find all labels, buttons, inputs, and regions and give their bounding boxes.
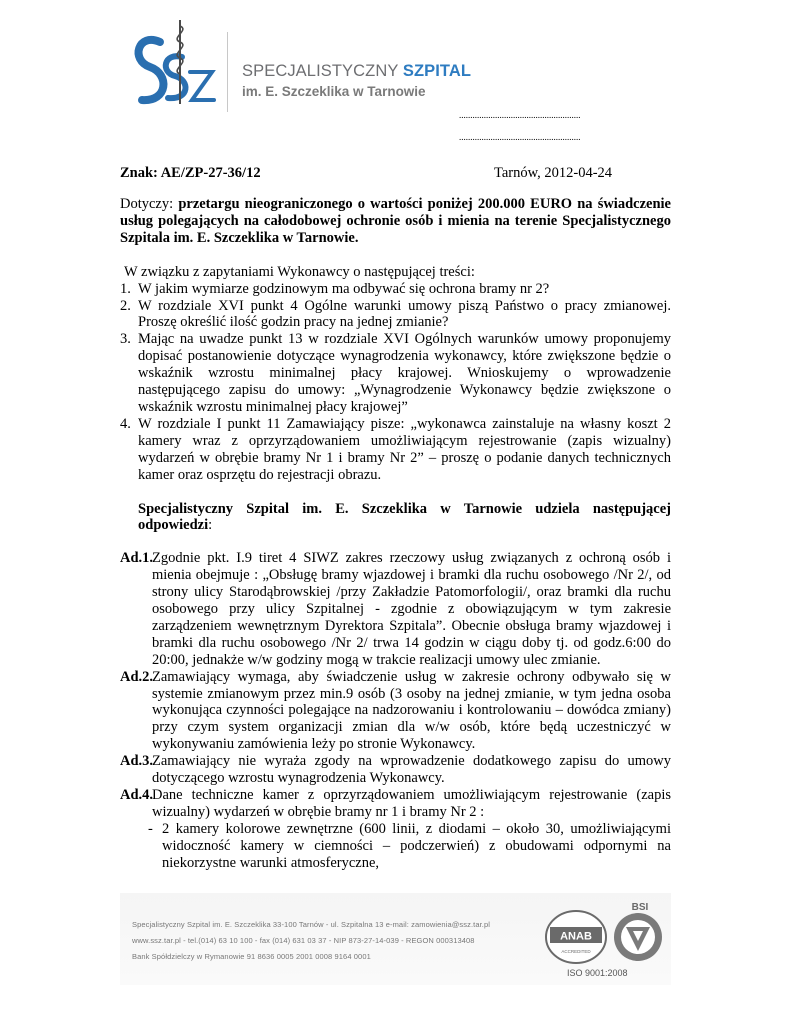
subject-paragraph <box>120 196 671 247</box>
header-divider <box>227 32 228 112</box>
answer-ad4: Ad.4. Dane techniczne kamer z oprzyrządowaniem umożliwiającym rejestrowanie (zapis wizualny) wydarzeń w obrębie bramy nr 1 i bramy Nr 2 : <box>120 787 671 820</box>
document-reference: Znak: AE/ZP-27-36/12 <box>120 165 261 181</box>
svg-text:BSI: BSI <box>631 902 649 913</box>
iso-label: ISO 9001:2008 <box>567 968 628 978</box>
dotted-line: ...................................................... <box>459 110 581 120</box>
list-item: 2. W rozdziale XVI punkt 4 Ogólne warunki umowy piszą Państwo o pracy zmianowej. Proszę określić ilość godzin pracy na jednej zmianie? <box>120 297 671 331</box>
ad4-dash-item: - 2 kamery kolorowe zewnętrzne (600 linii, z diodami – około 30, umożliwiającymi widoczność kamery w ciemności – podczerwień) z obudowami odpornymi na niekorzystne warunki atmosferyczne, <box>148 820 671 871</box>
footer-contact: www.ssz.tar.pl - tel.(014) 63 10 100 - fax (014) 631 03 37 - NIP 873-27-14-039 - REGON 000313408 <box>132 936 475 945</box>
footer-address: Specjalistyczny Szpital im. E. Szczeklika 33-100 Tarnów - ul. Szpitalna 13 e-mail: zamowienia@ssz.tar.pl <box>132 920 491 929</box>
svg-text:ANAB: ANAB <box>560 930 592 943</box>
subject-label: Dotyczy: <box>120 196 179 212</box>
list-item: 1. W jakim wymiarze godzinowym ma odbywać się ochrona bramy nr 2? <box>120 280 550 297</box>
subject-text: przetargu nieograniczonego o wartości poniżej 200.000 EURO na świadczenie usług polegających na całodobowej ochronie osób i mienia na terenie Specjalistycznego Szpitala im. E. Szczeklika w Tarnowie. <box>120 196 671 246</box>
answer-ad3: Ad.3. Zamawiający nie wyraża zgody na wprowadzenie dodatkowego zapisu do umowy dotyczącego wzrostu wynagrodzenia Wykonawcy. <box>120 753 671 787</box>
dotted-line: ...................................................... <box>459 132 581 142</box>
list-item: 4. W rozdziale I punkt 11 Zamawiający pisze: „wykonawca zainstaluje na własny koszt 2 kamery wraz z oprzyrządowaniem umożliwiającym rejestrowanie (zapis wizualny) wydarzeń w obrębie bramy Nr 1 i bramy Nr 2” – proszę o podanie danych technicznych kamer oraz osprzętu do rejestracji obrazu. <box>120 415 671 483</box>
hospital-name: SPECJALISTYCZNY SZPITAL <box>242 62 472 80</box>
footer-bank: Bank Spółdzielczy w Rymanowie 91 8636 0005 2001 0008 9164 0001 <box>132 952 371 961</box>
hospital-subname: im. E. Szczeklika w Tarnowie <box>242 84 426 99</box>
questions-list <box>120 281 671 484</box>
answer-ad2: Ad.2. Zamawiający wymaga, aby świadczenie usług w zakresie ochrony odbywało się w systemie zmianowym przez min.9 osób (3 osoby na jednej zmianie, w tym jedna osoba wykonująca czynności polegające na nadzorowaniu i kontrolowaniu – dowódca zmiany) przy czym system organizacji zmian dla w/w osób, które będą uczestniczyć w wykonywaniu zamówienia leży po stronie Wykonawcy. <box>120 668 671 753</box>
page-footer <box>120 893 671 985</box>
certification-badges <box>540 897 668 967</box>
svg-text:ACCREDITED: ACCREDITED <box>561 949 591 954</box>
answer-heading: Specjalistyczny Szpital im. E. Szczeklika w Tarnowie udziela następującej odpowiedzi: <box>138 500 671 534</box>
list-item: 3. Mając na uwadze punkt 13 w rozdziale XVI Ogólnych warunków umowy proponujemy dopisać postanowienie dotyczące wynagrodzenia wykonawcy, które zwiększone będzie o wskaźnik wzrostu minimalnej płacy krajowej. Wnioskujemy o wprowadzenie następującego zapisu do umowy: „Wynagrodzenie Wykonawcy będzie zwiększone o wskaźnik wzrostu minimalnej płacy krajowej” <box>120 331 671 415</box>
answer-ad1: Ad.1. Zgodnie pkt. I.9 tiret 4 SIWZ zakres rzeczowy usług związanych z ochroną osób i mienia obejmuje : „Obsługę bramy wjazdowej i bramki dla ruchu osobowego /Nr 2/, od strony ulicy Starodąbrowskiej /przy Zakładzie Patomorfologii/, oraz bramki dla ruchu osobowego przy ulicy Szpitalnej - zgodnie z obowiązującym w tym zakresie zarządzeniem wewnętrznym Dyrektora Szpitala”. Obecnie obsługa bramy wjazdowej i bramki dla ruchu osobowego /Nr 2/ trwa 14 godzin w ciągu doby tj. od godz.6:00 do 20:00, jednakże w/w godziny mogą w trakcie realizacji umowy ulec zmianie. <box>120 550 671 668</box>
hospital-logo <box>120 12 220 112</box>
letterhead <box>120 12 680 122</box>
document-date: Tarnów, 2012-04-24 <box>494 165 613 181</box>
letter-body <box>120 196 671 872</box>
intro-text: W związku z zapytaniami Wykonawcy o następującej treści: <box>124 263 475 280</box>
